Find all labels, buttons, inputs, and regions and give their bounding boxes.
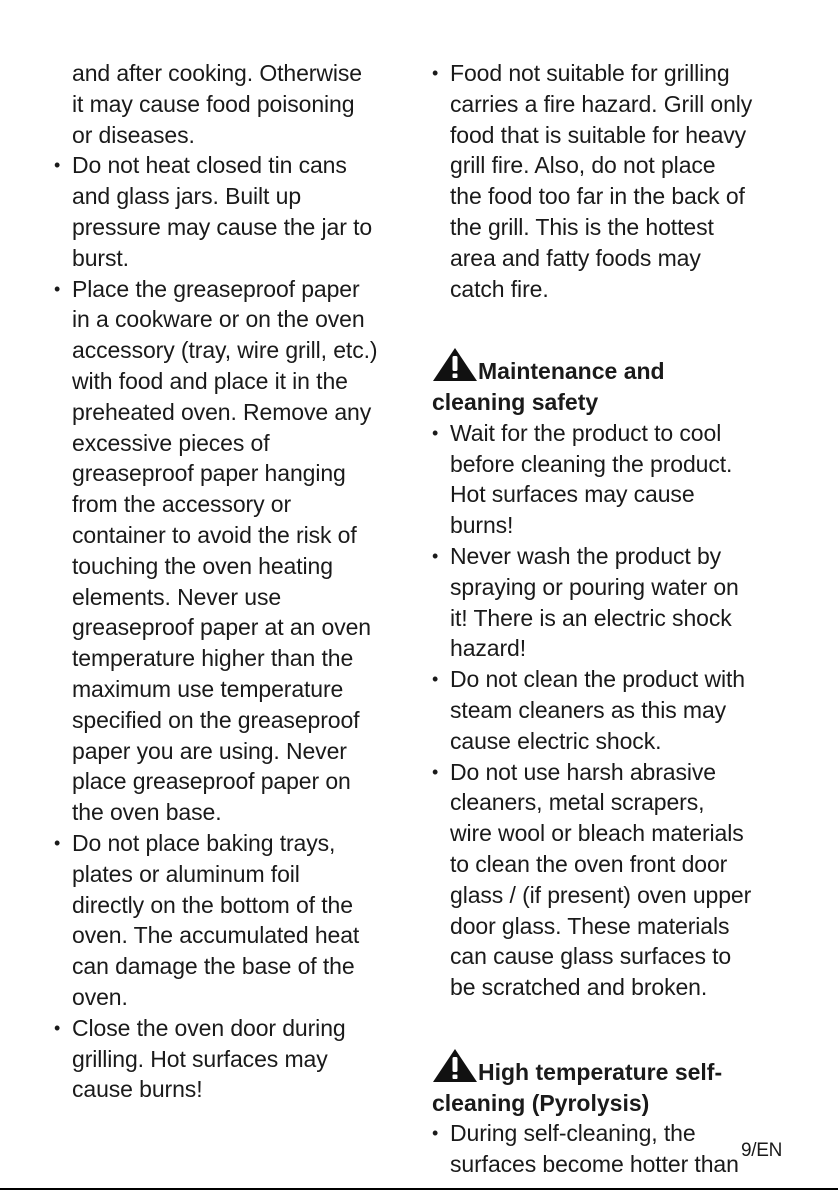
heading-text: High temperature self- cleaning (Pyrolysis) [432, 1058, 723, 1116]
warning-triangle-icon [432, 347, 478, 383]
list-item: • Food not suitable for grilling carries a fire hazard. Grill only food that is suitable for heavy grill fire. Also, do not place the food too far in the back of the grill. This is the hottest area and fatty foods may catch fire. [432, 58, 792, 304]
list-item: • During self-cleaning, the surfaces become hotter than [432, 1118, 792, 1180]
continued-paragraph: and after cooking. Otherwise it may cause food poisoning or diseases. [72, 60, 362, 148]
list-item: • Do not place baking trays, plates or aluminum foil directly on the bottom of the oven. The accumulated heat can damage the base of the oven. [54, 828, 426, 1013]
list-item: • Do not clean the product with steam cleaners as this may cause electric shock. [432, 664, 792, 756]
section-heading-pyrolysis [432, 1017, 792, 1118]
heading-text: Maintenance and cleaning safety [432, 358, 665, 415]
warning-triangle-icon [432, 1048, 478, 1084]
left-column [54, 58, 426, 1105]
list-item: • Never wash the product by spraying or pouring water on it! There is an electric shock hazard! [432, 541, 792, 664]
page-number: 9/EN [740, 1140, 782, 1161]
section-heading-maintenance [432, 316, 792, 417]
list-item: • Place the greaseproof paper in a cookware or on the oven accessory (tray, wire grill, etc.) with food and place it in the preheated oven. Remove any excessive pieces of greaseproof paper hanging from the accessory or container to avoid the risk of touching the oven heating elements. Never use greaseproof paper at an oven temperature higher than the maximum use temperature specified on the greaseproof paper you are using. Never place greaseproof paper on the oven base. [54, 274, 426, 828]
bottom-rule [0, 1188, 838, 1190]
list-item: • Close the oven door during grilling. Hot surfaces may cause burns! [54, 1013, 426, 1105]
right-column [432, 58, 792, 1180]
list-item: • Do not use harsh abrasive cleaners, metal scrapers, wire wool or bleach materials to clean the oven front door glass / (if present) oven upper door glass. These materials can cause glass surfaces to be scratched and broken. [432, 757, 792, 1003]
list-item: • Do not heat closed tin cans and glass jars. Built up pressure may cause the jar to burst. [54, 150, 426, 273]
list-item: • Wait for the product to cool before cleaning the product. Hot surfaces may cause burns! [432, 418, 792, 541]
